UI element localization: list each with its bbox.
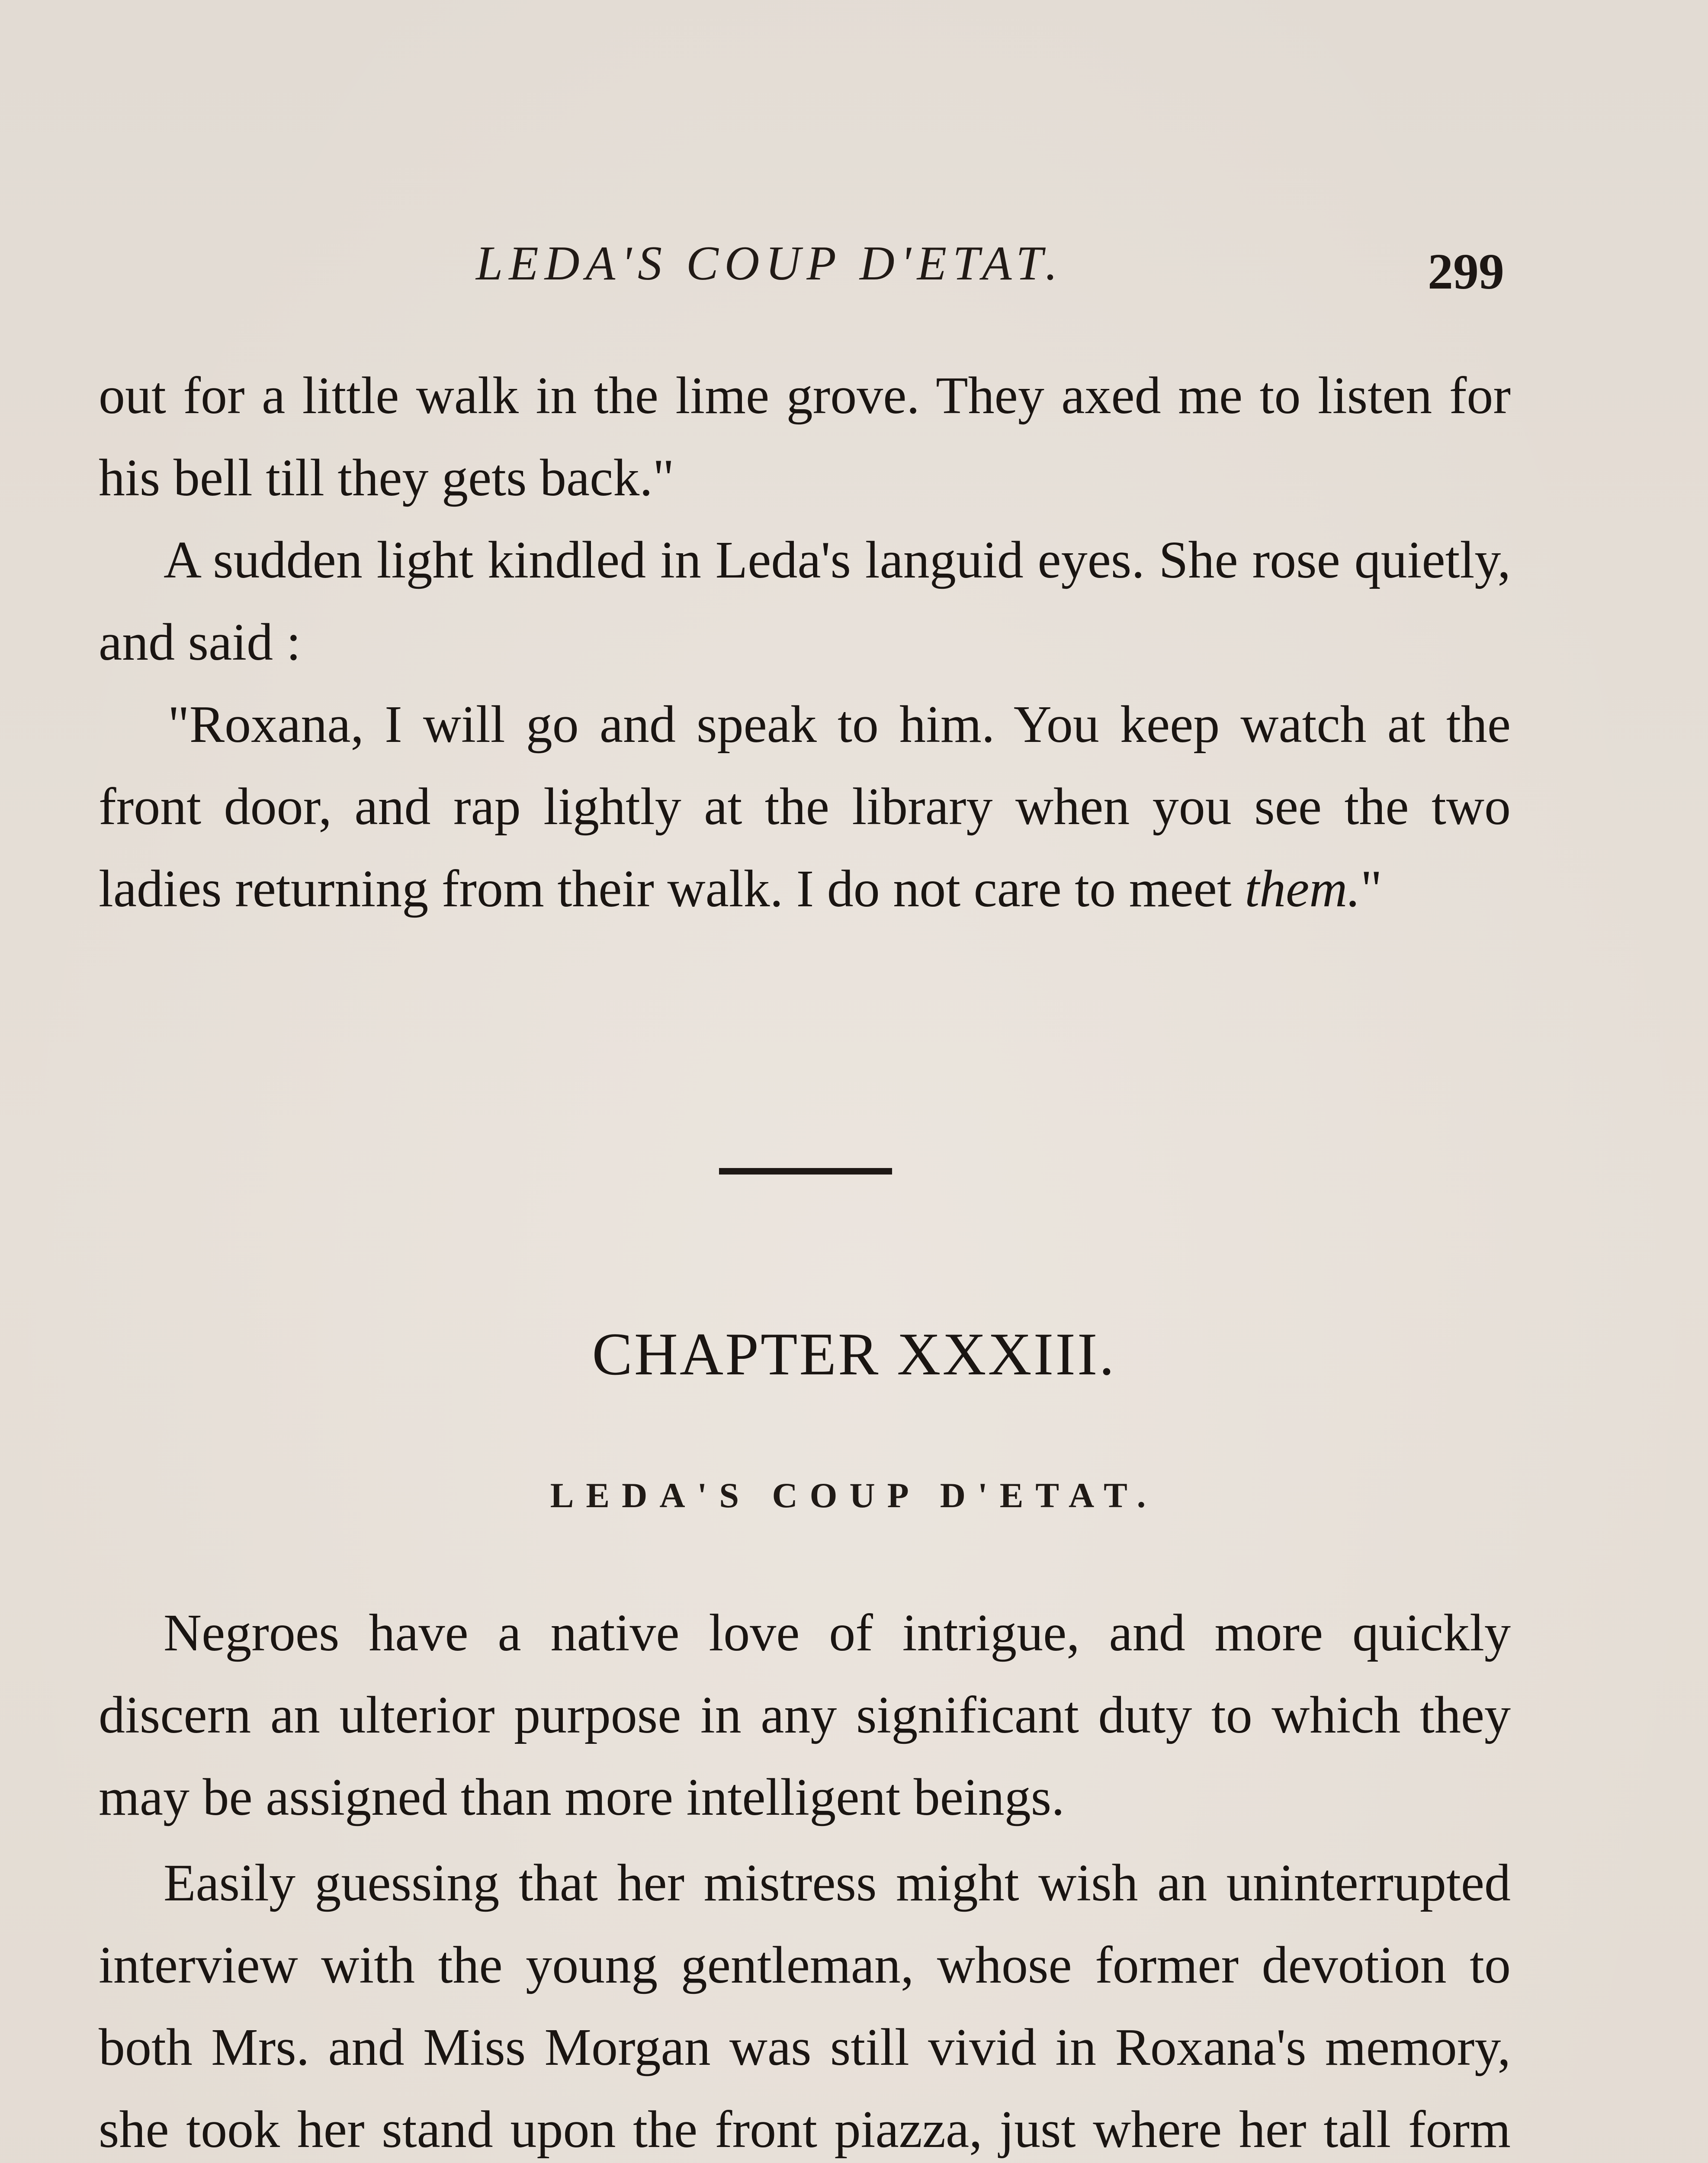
- top-text-block: [99, 355, 1511, 930]
- paragraph-negroes: Negroes have a native love of intrigue, and more quickly discern an ulterior purpose in any significant duty to which they may be assigned than more intelligent beings.: [99, 1604, 1511, 1826]
- chapter-subtitle: LEDA'S COUP D'ETAT.: [550, 1476, 1158, 1515]
- running-head-title: LEDA'S COUP D'ETAT.: [476, 237, 1064, 290]
- emphasis-word: them.: [1245, 860, 1361, 918]
- quote-text: "Roxana, I will go and speak to him. You keep watch at the front door, and rap lightly at the library when you see the two ladies returning from their walk. I do not care to meet: [99, 695, 1511, 918]
- chapter-title: CHAPTER XXXIII.: [592, 1321, 1116, 1388]
- paragraph-sudden-light: A sudden light kindled in Leda's languid eyes. She rose quietly, and said :: [99, 531, 1511, 671]
- paragraph-continuation: out for a little walk in the lime grove. They axed me to listen for his bell till they gets back.": [99, 366, 1511, 507]
- paragraph-easily-guessing: Easily guessing that her mistress might wish an uninterrupted interview with the young gentleman, whose former devotion to both Mrs. and Miss Morgan was still vivid in Roxana's memory, she took her stand upon the front piazza, just where her tall form: [99, 1854, 1511, 2159]
- closing-quote: ": [1360, 860, 1382, 918]
- paragraph-roxana-quote: [99, 684, 1511, 930]
- chapter-text-block: [99, 1592, 1511, 2163]
- section-divider-rule: [719, 1168, 892, 1175]
- page-number: 299: [1428, 243, 1504, 300]
